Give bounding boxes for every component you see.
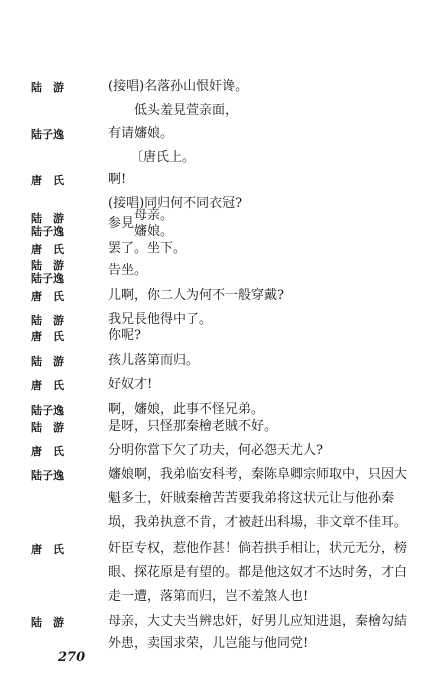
speaker-tang: 唐 氏 [31, 330, 64, 343]
page-number: 270 [58, 650, 86, 665]
dialogue-line: 奸臣专权，惹他作甚！倘若拱手相让，状元无分，榜 [108, 541, 408, 556]
speaker-tang: 唐 氏 [31, 290, 64, 303]
speaker-lu-you: 陆 游 [31, 616, 64, 629]
dialogue-line: 我兄長他得中了。 [108, 312, 213, 327]
dialogue-line: 外患，卖国求荣，儿岂能与他同党! [108, 636, 309, 651]
dialogue-line: (接唱)同归何不同衣冠? [108, 196, 243, 211]
dialogue-line: 母亲。 [134, 208, 174, 223]
speaker-lu-ziyi: 陆子逸 [31, 272, 64, 285]
dialogue-line: 啊! [108, 172, 127, 187]
dialogue-line: 有请嬸娘。 [108, 126, 174, 141]
dialogue-line: 嬸娘啊，我弟临安科考，秦陈阜卿宗师取中，只因大 [108, 467, 408, 482]
speaker-lu-you: 陆 游 [31, 259, 64, 272]
dialogue-line: 分明你當下欠了功夫，何必怨天尤人? [108, 443, 323, 458]
speaker-tang: 唐 氏 [31, 543, 64, 556]
speaker-tang: 唐 氏 [31, 243, 64, 256]
dialogue-line: 好奴才! [108, 377, 153, 392]
speaker-lu-ziyi: 陆子逸 [31, 225, 64, 238]
speaker-tang: 唐 氏 [31, 174, 64, 187]
dialogue-line: 低头羞見萱亲面， [134, 103, 239, 118]
dialogue-line: 啊，嬸娘，此事不怪兄弟。 [108, 402, 265, 417]
dialogue-line: 孩儿落第而归。 [108, 353, 200, 368]
stage-direction: 〔唐氏上。 [130, 150, 196, 165]
dialogue-line: 参見 [108, 216, 135, 231]
dialogue-line: 你呢? [108, 328, 141, 343]
dialogue-line: 眼、探花原是有望的。都是他这奴才不达时务，才白 [108, 565, 408, 580]
dialogue-line: 嬸娘。 [134, 224, 174, 239]
speaker-lu-you: 陆 游 [31, 212, 64, 225]
speaker-lu-you: 陆 游 [31, 355, 64, 368]
speaker-lu-you: 陆 游 [31, 314, 64, 327]
speaker-tang: 唐 氏 [31, 379, 64, 392]
speaker-lu-you: 陆 游 [31, 421, 64, 434]
speaker-lu-ziyi: 陆子逸 [31, 404, 64, 417]
speaker-tang: 唐 氏 [31, 445, 64, 458]
speaker-lu-you: 陆 游 [31, 81, 64, 94]
speaker-lu-ziyi: 陆子逸 [31, 128, 64, 141]
dialogue-line: (接唱)名落孙山恨奸谗。 [108, 79, 249, 94]
dialogue-line: 魁多士，奸賊秦檜苦苦要我弟将这状元让与他孙秦 [108, 491, 395, 506]
dialogue-line: 母亲，大丈夫当辨忠奸，好男儿应知进退，秦檜勾結 [108, 614, 408, 629]
dialogue-line: 儿啊，你二人为何不一般穿戴? [108, 288, 284, 303]
dialogue-line: 埙，我弟执意不肯，才被赶出科場，非文章不佳耳。 [108, 515, 408, 530]
dialogue-line: 告坐。 [108, 263, 148, 278]
dialogue-line: 是呀，只怪那秦檜老賊不好。 [108, 419, 278, 434]
speaker-lu-ziyi: 陆子逸 [31, 469, 64, 482]
dialogue-line: 走一遭，落第而归，岂不羞煞人也! [108, 589, 309, 604]
dialogue-line: 罢了。坐下。 [108, 241, 187, 256]
